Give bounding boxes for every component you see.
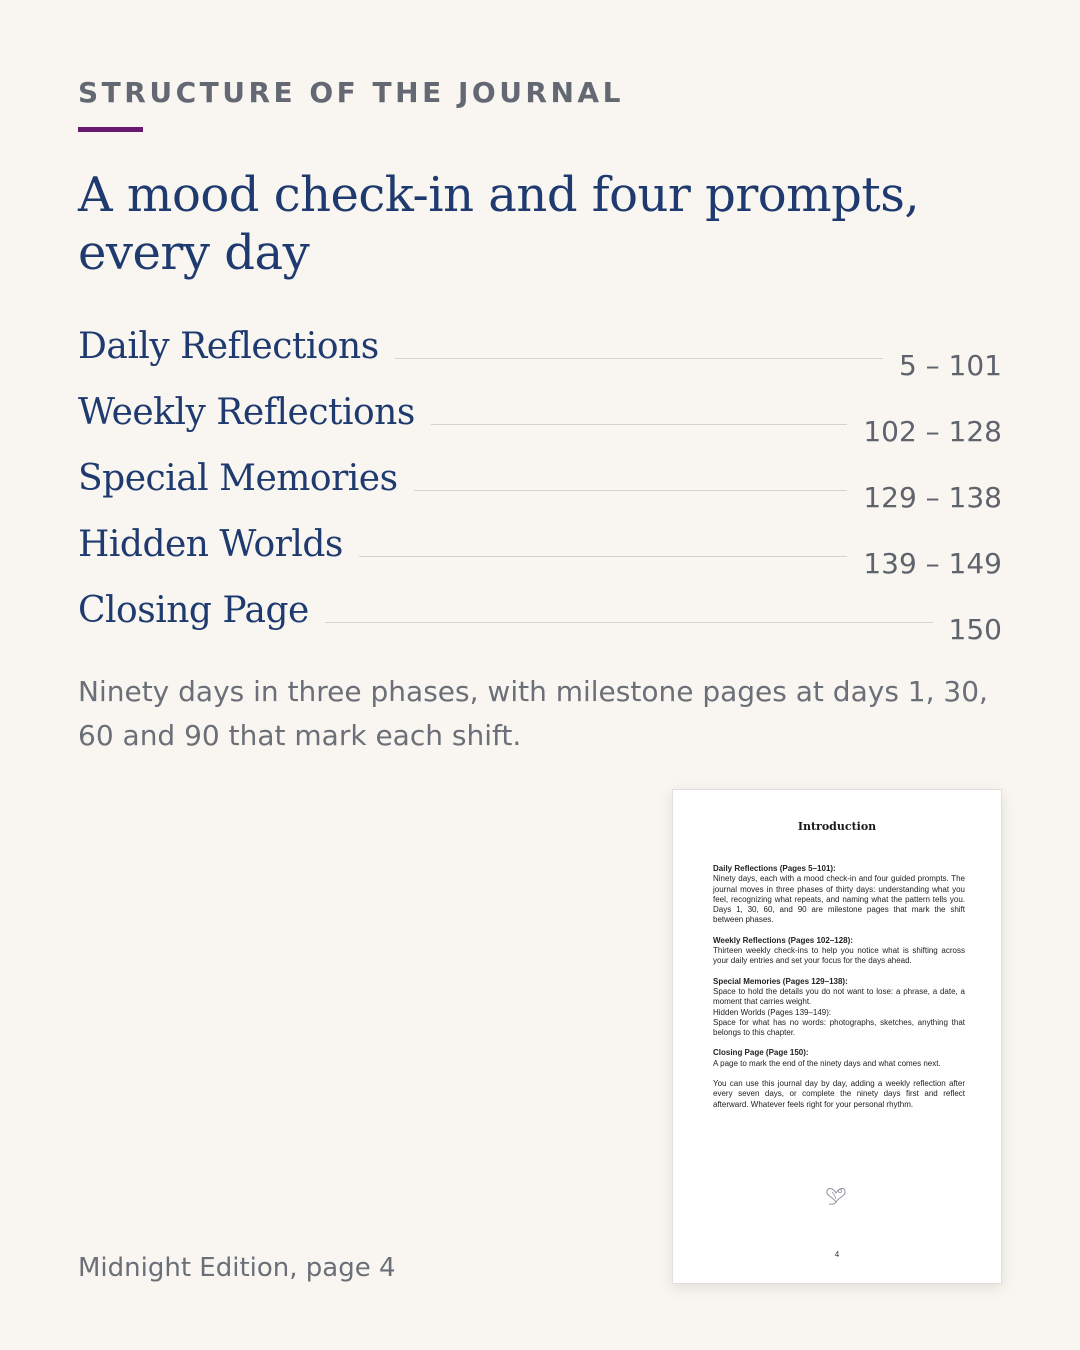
thumbnail-section-subheading: Hidden Worlds (Pages 139–149): [713, 1007, 832, 1017]
thumbnail-section-heading: Closing Page (Page 150): [713, 1048, 809, 1058]
thumbnail-section-heading: Weekly Reflections (Pages 102–128): [713, 935, 853, 945]
page-headline: A mood check-in and four prompts, every day [78, 167, 920, 281]
thumbnail-section [713, 1048, 965, 1069]
toc-leader-line [359, 556, 847, 557]
toc-leader-line [414, 490, 848, 491]
thumbnail-section-text: Space for what has no words: photographs, sketches, anything that belongs to this chapter. [713, 1017, 965, 1038]
toc-title: Weekly Reflections [78, 392, 415, 433]
accent-rule [78, 127, 143, 132]
toc-title: Closing Page [78, 590, 309, 631]
thumbnail-section [713, 936, 965, 967]
toc-row-hidden-worlds [78, 520, 1002, 586]
toc-leader-line [395, 358, 883, 359]
toc-row-closing-page [78, 586, 1002, 652]
thumbnail-section-text: Space to hold the details you do not want to lose: a phrase, a date, a moment that carries weight. [713, 986, 965, 1007]
toc-row-special-memories [78, 454, 1002, 520]
toc-page-range: 102 – 128 [863, 415, 1002, 448]
toc-leader-line [431, 424, 847, 425]
thumbnail-section-text: Ninety days, each with a mood check-in and four guided prompts. The journal moves in three phases of thirty days: understanding what you feel, recognizing what repeats, and naming what the pattern tells you. Days 1, 30, 60, and 90 are milestone pages that mark the shift between phases. [713, 874, 965, 925]
section-eyebrow: STRUCTURE OF THE JOURNAL [78, 76, 624, 109]
table-of-contents [78, 322, 1002, 652]
summary-text: Ninety days in three phases, with milestone pages at days 1, 30, 60 and 90 that mark each shift. [78, 675, 988, 752]
toc-title: Special Memories [78, 458, 398, 499]
toc-page-range: 5 – 101 [898, 349, 1002, 382]
thumbnail-section [713, 864, 965, 926]
toc-title: Hidden Worlds [78, 524, 343, 565]
thumbnail-section-heading: Special Memories (Pages 129–138): [713, 976, 848, 986]
flower-line-icon [823, 1182, 849, 1206]
thumbnail-section-text: A page to mark the end of the ninety days and what comes next. [713, 1058, 941, 1068]
thumbnail-section-heading: Daily Reflections (Pages 5–101): [713, 864, 836, 873]
thumbnail-section [713, 977, 965, 1039]
thumbnail-body [713, 864, 965, 1120]
toc-row-weekly-reflections [78, 388, 1002, 454]
thumbnail-page-number: 4 [834, 1250, 840, 1259]
toc-page-range: 129 – 138 [863, 481, 1002, 514]
toc-title: Daily Reflections [78, 326, 379, 367]
toc-leader-line [325, 622, 933, 623]
thumbnail-title: Introduction [797, 820, 877, 833]
thumbnail-section-text: Thirteen weekly check-ins to help you notice what is shifting across your daily entries and set your focus for the days ahead. [713, 946, 965, 966]
edition-footer: Midnight Edition, page 4 [78, 1253, 396, 1283]
thumbnail-closing-paragraph: You can use this journal day by day, adding a weekly reflection after every seven days, or complete the ninety days first and reflect afterward. Whatever feels right for your personal rhythm. [713, 1079, 965, 1109]
page-preview-thumbnail [672, 789, 1002, 1284]
toc-page-range: 139 – 149 [863, 547, 1002, 580]
toc-page-range: 150 [948, 613, 1002, 646]
toc-row-daily-reflections [78, 322, 1002, 388]
